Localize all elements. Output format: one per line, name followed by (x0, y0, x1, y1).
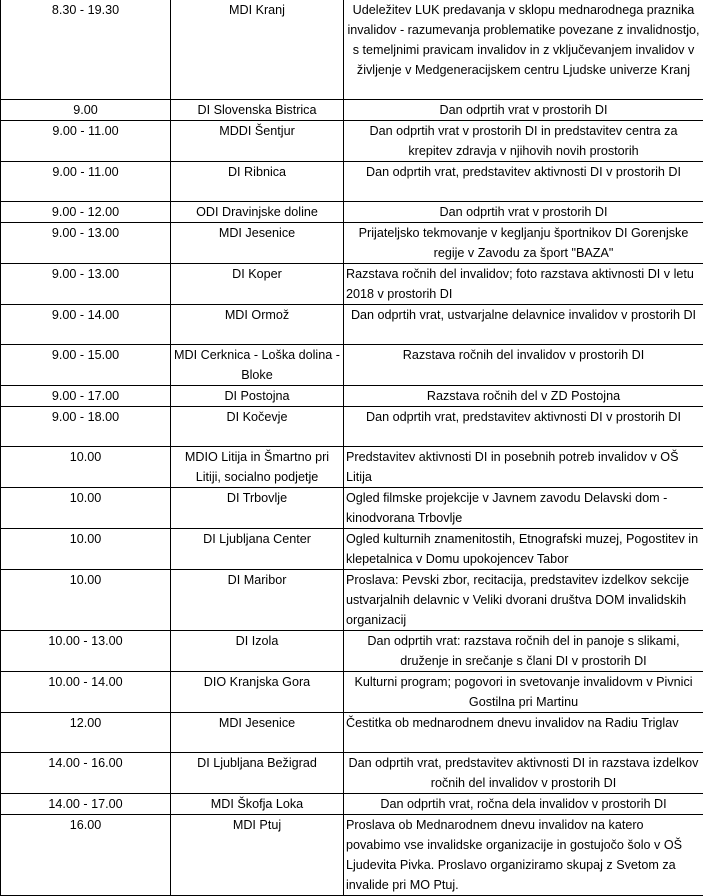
time-cell: 10.00 (1, 487, 171, 528)
organization-cell: DI Ljubljana Center (171, 528, 344, 569)
table-row (1, 304, 703, 344)
organization-cell: DI Koper (171, 263, 344, 304)
table-row (1, 814, 703, 895)
description-cell: Dan odprtih vrat v prostorih DI (344, 201, 703, 222)
table-row (1, 0, 703, 99)
organization-cell: DI Izola (171, 630, 344, 671)
time-cell: 10.00 (1, 528, 171, 569)
description-cell: Dan odprtih vrat v prostorih DI in predstavitev centra za krepitev zdravja v njihovih novih prostorih (344, 120, 703, 161)
description-cell: Čestitka ob mednarodnem dnevu invalidov na Radiu Triglav (344, 712, 703, 752)
time-cell: 9.00 - 11.00 (1, 120, 171, 161)
time-cell: 9.00 - 17.00 (1, 385, 171, 406)
organization-cell: MDI Jesenice (171, 222, 344, 263)
table-row (1, 344, 703, 385)
organization-cell: DI Ribnica (171, 161, 344, 201)
time-cell: 9.00 (1, 99, 171, 120)
description-cell: Kulturni program; pogovori in svetovanje invalidovm v Pivnici Gostilna pri Martinu (344, 671, 703, 712)
organization-cell: DI Postojna (171, 385, 344, 406)
events-table-body (1, 0, 703, 895)
table-row (1, 712, 703, 752)
description-cell: Proslava: Pevski zbor, recitacija, predstavitev izdelkov sekcije ustvarjalnih delavnic v Veliki dvorani društva DOM invalidskih organizacij (344, 569, 703, 630)
time-cell: 10.00 (1, 446, 171, 487)
description-cell: Dan odprtih vrat v prostorih DI (344, 99, 703, 120)
description-cell: Prijateljsko tekmovanje v kegljanju športnikov DI Gorenjske regije v Zavodu za šport "BAZA" (344, 222, 703, 263)
time-cell: 10.00 (1, 569, 171, 630)
organization-cell: MDDI Šentjur (171, 120, 344, 161)
organization-cell: MDI Ormož (171, 304, 344, 344)
organization-cell: ODI Dravinjske doline (171, 201, 344, 222)
table-row (1, 630, 703, 671)
description-cell: Ogled kulturnih znamenitostih, Etnografski muzej, Pogostitev in klepetalnica v Domu upokojencev Tabor (344, 528, 703, 569)
time-cell: 12.00 (1, 712, 171, 752)
description-cell: Proslava ob Mednarodnem dnevu invalidov na katero povabimo vse invalidske organizacije in gostujočo šolo v OŠ Ljudevita Pivka. Proslavo organiziramo skupaj z Svetom za invalide pri MO Ptuj. (344, 814, 703, 895)
table-row (1, 671, 703, 712)
description-cell: Dan odprtih vrat: razstava ročnih del in panoje s slikami, druženje in srečanje s člani DI v prostorih DI (344, 630, 703, 671)
description-cell: Dan odprtih vrat, predstavitev aktivnosti DI v prostorih DI (344, 406, 703, 446)
description-cell: Dan odprtih vrat, predstavitev aktivnosti DI v prostorih DI (344, 161, 703, 201)
table-row (1, 385, 703, 406)
time-cell: 9.00 - 18.00 (1, 406, 171, 446)
organization-cell: DI Ljubljana Bežigrad (171, 752, 344, 793)
time-cell: 9.00 - 11.00 (1, 161, 171, 201)
time-cell: 14.00 - 16.00 (1, 752, 171, 793)
description-cell: Razstava ročnih del invalidov v prostorih DI (344, 344, 703, 385)
organization-cell: MDI Cerknica - Loška dolina - Bloke (171, 344, 344, 385)
organization-cell: DIO Kranjska Gora (171, 671, 344, 712)
table-row (1, 161, 703, 201)
description-cell: Dan odprtih vrat, ročna dela invalidov v prostorih DI (344, 793, 703, 814)
table-row (1, 263, 703, 304)
organization-cell: DI Maribor (171, 569, 344, 630)
description-cell: Udeležitev LUK predavanja v sklopu mednarodnega praznika invalidov - razumevanja problematike povezane z invalidnostjo, s temeljnimi pravicam invalidov in z vključevanjem invalidov v življenje v Medgeneracijskem centru Ljudske univerze Kranj (344, 0, 703, 99)
time-cell: 8.30 - 19.30 (1, 0, 171, 99)
description-cell: Razstava ročnih del v ZD Postojna (344, 385, 703, 406)
description-cell: Razstava ročnih del invalidov; foto razstava aktivnosti DI v letu 2018 v prostorih DI (344, 263, 703, 304)
table-row (1, 569, 703, 630)
description-cell: Dan odprtih vrat, ustvarjalne delavnice invalidov v prostorih DI (344, 304, 703, 344)
time-cell: 9.00 - 14.00 (1, 304, 171, 344)
time-cell: 9.00 - 13.00 (1, 222, 171, 263)
time-cell: 9.00 - 13.00 (1, 263, 171, 304)
table-row (1, 528, 703, 569)
time-cell: 10.00 - 13.00 (1, 630, 171, 671)
description-cell: Dan odprtih vrat, predstavitev aktivnosti DI in razstava izdelkov ročnih del invalidov v prostorih DI (344, 752, 703, 793)
table-row (1, 222, 703, 263)
organization-cell: MDI Kranj (171, 0, 344, 99)
time-cell: 16.00 (1, 814, 171, 895)
organization-cell: MDIO Litija in Šmartno pri Litiji, socialno podjetje (171, 446, 344, 487)
table-row (1, 446, 703, 487)
table-row (1, 201, 703, 222)
description-cell: Ogled filmske projekcije v Javnem zavodu Delavski dom - kinodvorana Trbovlje (344, 487, 703, 528)
table-row (1, 99, 703, 120)
table-row (1, 406, 703, 446)
organization-cell: DI Trbovlje (171, 487, 344, 528)
time-cell: 14.00 - 17.00 (1, 793, 171, 814)
table-row (1, 793, 703, 814)
organization-cell: MDI Ptuj (171, 814, 344, 895)
table-row (1, 120, 703, 161)
time-cell: 9.00 - 15.00 (1, 344, 171, 385)
organization-cell: MDI Škofja Loka (171, 793, 344, 814)
time-cell: 9.00 - 12.00 (1, 201, 171, 222)
table-row (1, 752, 703, 793)
organization-cell: MDI Jesenice (171, 712, 344, 752)
time-cell: 10.00 - 14.00 (1, 671, 171, 712)
description-cell: Predstavitev aktivnosti DI in posebnih potreb invalidov v OŠ Litija (344, 446, 703, 487)
table-row (1, 487, 703, 528)
organization-cell: DI Slovenska Bistrica (171, 99, 344, 120)
organization-cell: DI Kočevje (171, 406, 344, 446)
